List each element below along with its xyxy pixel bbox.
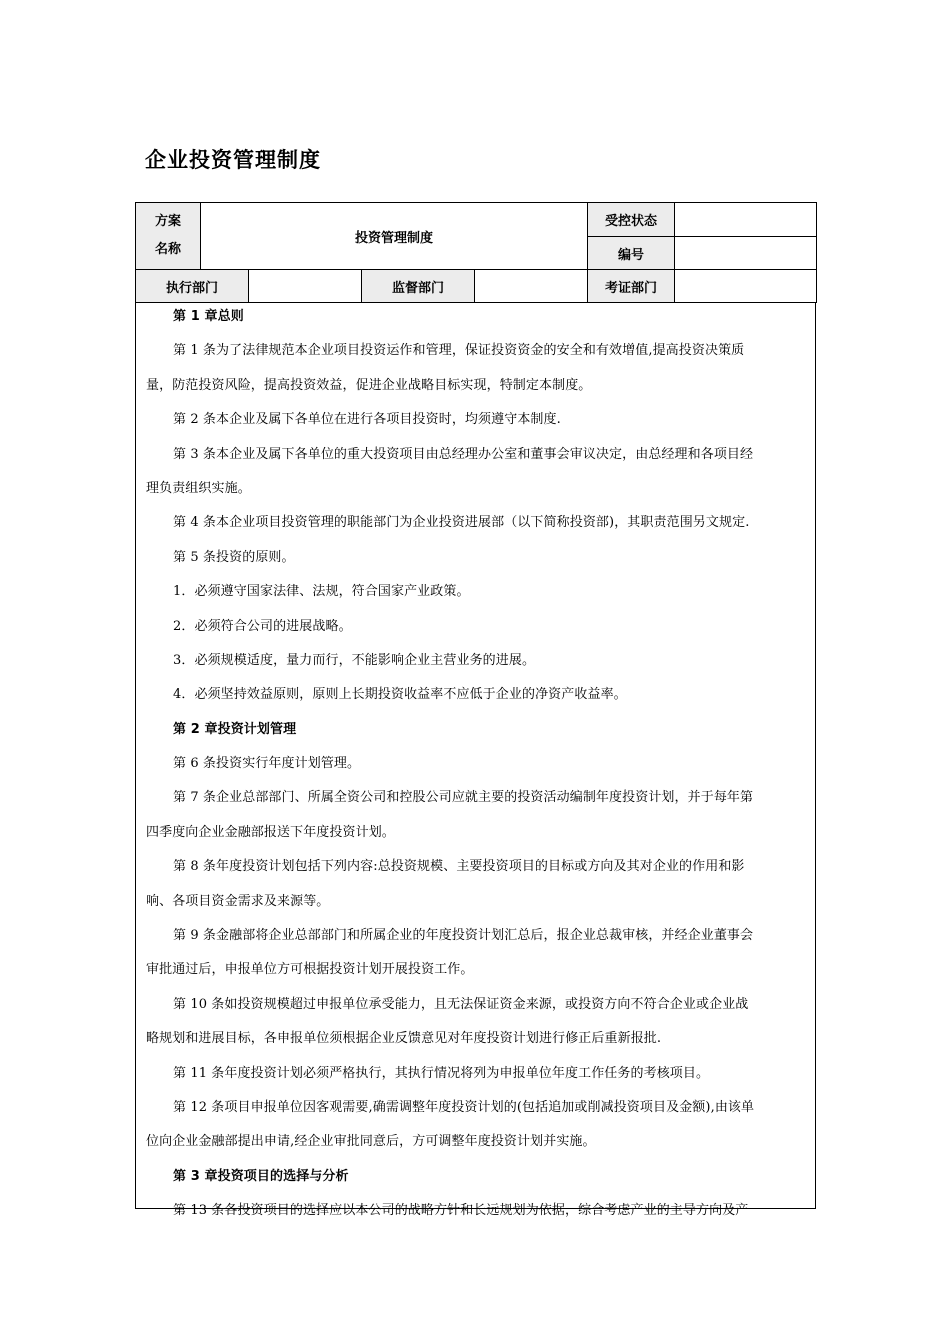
verify-dept-label: 考证部门 <box>588 270 675 303</box>
list-item: 3．必须规模适度，量力而行，不能影响企业主营业务的进展。 <box>173 652 536 668</box>
paragraph-line: 第 3 条本企业及属下各单位的重大投资项目由总经理办公室和董事会审议决定，由总经理和各项目经 <box>173 446 754 462</box>
paragraph-line: 第 10 条如投资规模超过申报单位承受能力，且无法保证资金来源，或投资方向不符合企业或企业战 <box>173 996 749 1012</box>
number-label: 编号 <box>588 237 675 270</box>
header-table <box>135 202 817 303</box>
paragraph-line: 第 8 条年度投资计划包括下列内容:总投资规模、主要投资项目的目标或方向及其对企业的作用和影 <box>173 859 745 875</box>
paragraph-line: 略规划和进展目标，各申报单位须根据企业反馈意见对年度投资计划进行修正后重新报批. <box>146 1031 662 1047</box>
paragraph-line: 第 1 条为了法律规范本企业项目投资运作和管理，保证投资资金的安全和有效增值,提高投资决策质 <box>173 343 745 359</box>
chapter-heading: 第 3 章投资项目的选择与分析 <box>173 1168 349 1184</box>
list-item: 2．必须符合公司的进展战略。 <box>173 618 352 634</box>
paragraph-line: 量，防范投资风险，提高投资效益，促进企业战略目标实现，特制定本制度。 <box>146 377 592 393</box>
chapter-heading: 第 2 章投资计划管理 <box>173 721 297 737</box>
paragraph-line: 第 7 条企业总部部门、所属全资公司和控股公司应就主要的投资活动编制年度投资计划，并于每年第 <box>173 790 754 806</box>
page-title: 企业投资管理制度 <box>145 148 321 172</box>
paragraph-line: 第 5 条投资的原则。 <box>173 549 295 565</box>
supervise-dept-label: 监督部门 <box>362 270 475 303</box>
paragraph-line: 第 4 条本企业项目投资管理的职能部门为企业投资进展部（以下简称投资部)，其职责范围另文规定. <box>173 515 750 531</box>
paragraph-line: 响、各项目资金需求及来源等。 <box>146 893 330 909</box>
control-status-label: 受控状态 <box>588 203 675 237</box>
paragraph-line: 第 11 条年度投资计划必须严格执行，其执行情况将列为申报单位年度工作任务的考核项目。 <box>173 1065 710 1081</box>
exec-dept-label: 执行部门 <box>136 270 249 303</box>
control-status-value <box>675 203 817 237</box>
plan-name-value: 投资管理制度 <box>201 203 588 270</box>
list-item: 4．必须坚持效益原则，原则上长期投资收益率不应低于企业的净资产收益率。 <box>173 687 627 703</box>
chapter-heading: 第 1 章总则 <box>173 309 244 324</box>
paragraph-line: 第 2 条本企业及属下各单位在进行各项目投资时，均须遵守本制度. <box>173 412 561 428</box>
number-value <box>675 237 817 270</box>
paragraph-line: 位向企业金融部提出申请,经企业审批同意后，方可调整年度投资计划并实施。 <box>146 1134 596 1150</box>
verify-dept-value <box>675 270 817 303</box>
paragraph-line: 审批通过后，申报单位方可根据投资计划开展投资工作。 <box>146 962 474 978</box>
paragraph-line: 理负责组织实施。 <box>146 480 251 496</box>
plan-name-label: 方案 名称 <box>136 203 201 270</box>
exec-dept-value <box>249 270 362 303</box>
supervise-dept-value <box>475 270 588 303</box>
paragraph-line: 四季度向企业金融部报送下年度投资计划。 <box>146 824 395 840</box>
paragraph-line: 第 9 条金融部将企业总部部门和所属企业的年度投资计划汇总后，报企业总裁审核，并经企业董事会 <box>173 928 754 944</box>
paragraph-line: 第 6 条投资实行年度计划管理。 <box>173 756 361 772</box>
paragraph-line: 第 13 条各投资项目的选择应以本公司的战略方针和长远规划为依据，综合考虑产业的主导方向及产 <box>173 1203 749 1219</box>
regulation-body <box>135 303 816 1219</box>
paragraph-line: 第 12 条项目申报单位因客观需要,确需调整年度投资计划的(包括追加或削减投资项目及金额),由该单 <box>173 1099 755 1115</box>
list-item: 1．必须遵守国家法律、法规，符合国家产业政策。 <box>173 584 470 600</box>
